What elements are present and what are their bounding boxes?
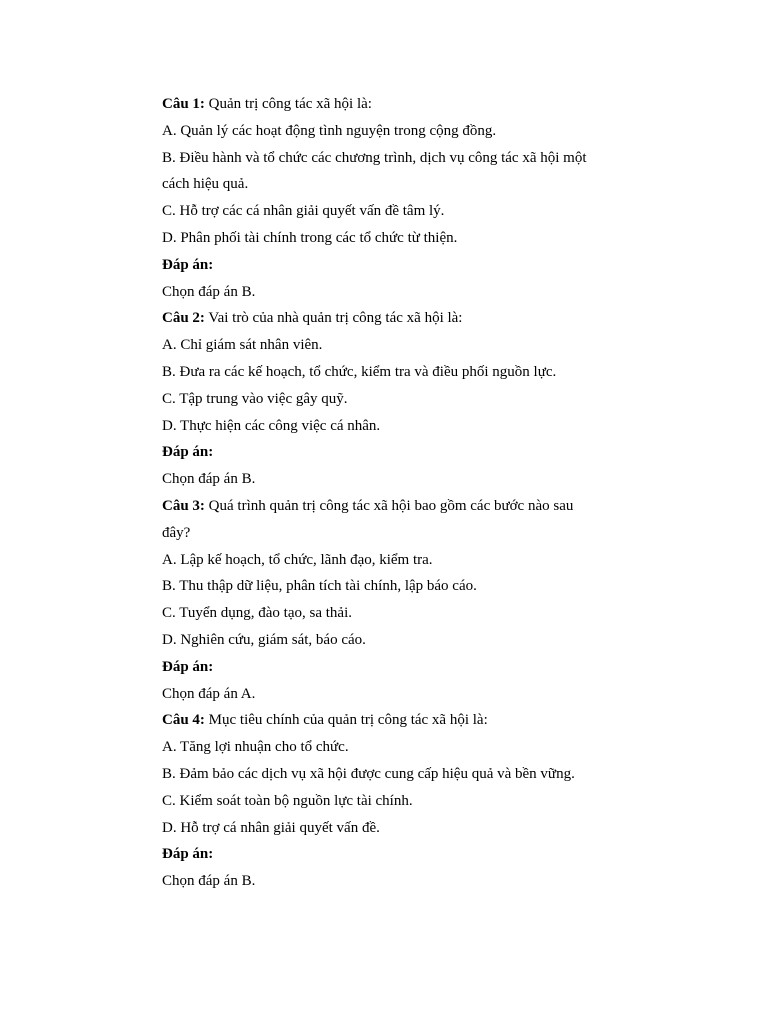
option-c: C. Kiểm soát toàn bộ nguồn lực tài chính. [162, 792, 413, 809]
answer-label: Đáp án: [162, 846, 214, 863]
answer-text: Chọn đáp án B. [162, 283, 256, 300]
question-title [162, 707, 602, 734]
answer-text: Chọn đáp án B. [162, 471, 256, 488]
question-text: Mục tiêu chính của quản trị công tác xã hội là: [204, 712, 488, 729]
question-label: Câu 1: [162, 96, 205, 112]
option-b: B. Đưa ra các kế hoạch, tổ chức, kiểm tra và điều phối nguồn lực. [162, 363, 557, 380]
option-d: D. Nghiên cứu, giám sát, báo cáo. [162, 631, 366, 648]
question-title [162, 305, 602, 332]
option-b-text: B. Điều hành và tổ chức các chương trình, dịch vụ công tác xã hội một cách hiệu quả. [162, 149, 587, 193]
option-a: A. Tăng lợi nhuận cho tổ chức. [162, 739, 349, 756]
answer-text: Chọn đáp án B. [162, 873, 256, 890]
question-block [162, 707, 602, 895]
question-text: Quá trình quản trị công tác xã hội bao gồm các bước nào sau đây? [162, 497, 574, 541]
question-block [162, 493, 602, 707]
question-title [162, 493, 602, 547]
question-title [162, 91, 602, 118]
answer-text: Chọn đáp án A. [162, 685, 256, 702]
question-text: Vai trò của nhà quản trị công tác xã hội là: [204, 310, 463, 327]
question-label: Câu 4: [162, 712, 205, 729]
question-label: Câu 2: [162, 310, 205, 327]
option-a: A. Lập kế hoạch, tổ chức, lãnh đạo, kiểm tra. [162, 551, 433, 568]
answer-label: Đáp án: [162, 256, 214, 273]
option-c: C. Tập trung vào việc gây quỹ. [162, 390, 348, 407]
answer-label: Đáp án: [162, 444, 214, 461]
option-b [162, 145, 602, 199]
answer-label: Đáp án: [162, 658, 214, 675]
option-d: D. Phân phối tài chính trong các tổ chức từ thiện. [162, 229, 458, 246]
option-b: B. Thu thập dữ liệu, phân tích tài chính, lập báo cáo. [162, 578, 477, 595]
option-b: B. Đảm bảo các dịch vụ xã hội được cung cấp hiệu quả và bền vững. [162, 765, 575, 782]
question-label: Câu 3: [162, 497, 205, 514]
question-block [162, 91, 602, 305]
question-text: Quản trị công tác xã hội là: [204, 96, 372, 112]
option-d: D. Hỗ trợ cá nhân giải quyết vấn đề. [162, 819, 380, 836]
option-d: D. Thực hiện các công việc cá nhân. [162, 417, 381, 434]
option-a: A. Chỉ giám sát nhân viên. [162, 337, 323, 354]
option-a: A. Quản lý các hoạt động tình nguyện trong cộng đồng. [162, 122, 497, 139]
option-c: C. Hỗ trợ các cá nhân giải quyết vấn đề tâm lý. [162, 203, 445, 220]
option-c: C. Tuyển dụng, đào tạo, sa thải. [162, 605, 352, 622]
document-page [162, 91, 602, 895]
question-block [162, 305, 602, 493]
